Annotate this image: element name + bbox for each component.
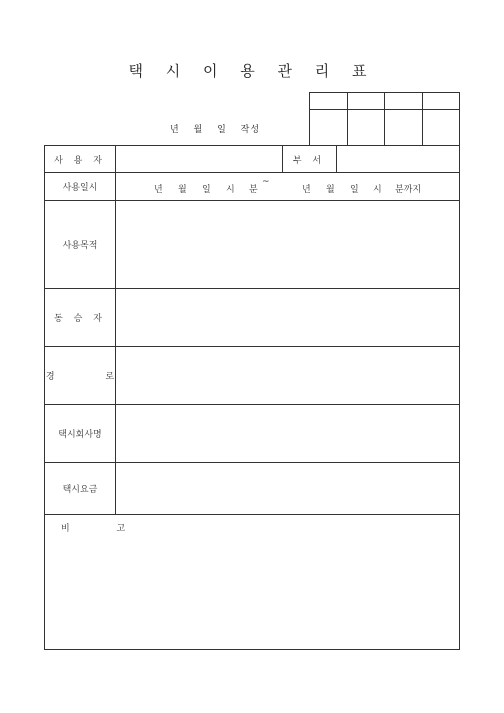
- start-minute: 분: [249, 185, 258, 195]
- usage-period-input[interactable]: [116, 173, 459, 200]
- approval-sign-cell[interactable]: [422, 110, 460, 146]
- approval-stamp-grid: [309, 92, 460, 146]
- taxi-fare-input[interactable]: [116, 463, 459, 514]
- user-input[interactable]: [116, 146, 282, 172]
- approval-sign-cell[interactable]: [347, 110, 385, 146]
- approval-sign-cell[interactable]: [385, 110, 423, 146]
- end-day: 일: [350, 185, 359, 195]
- taxi-usage-form: [44, 145, 460, 650]
- end-minute-until: 분까지: [395, 185, 422, 195]
- approval-header-cell: [422, 93, 460, 110]
- label-route: 경 로: [45, 347, 116, 404]
- row-companion: [45, 289, 459, 347]
- start-hour: 시: [226, 185, 235, 195]
- taxi-company-input[interactable]: [116, 405, 459, 462]
- label-companion: 동 승 자: [45, 289, 116, 346]
- approval-sign-cell[interactable]: [310, 110, 348, 146]
- row-taxi-fare: [45, 463, 459, 515]
- start-year: 년: [154, 185, 163, 195]
- route-input[interactable]: [116, 347, 459, 404]
- start-day: 일: [202, 185, 211, 195]
- purpose-input[interactable]: [116, 201, 459, 288]
- row-route: [45, 347, 459, 405]
- row-usage-datetime: [45, 173, 459, 201]
- row-user: [45, 146, 459, 173]
- label-usage-datetime: 사용일시: [45, 173, 116, 200]
- remarks-area[interactable]: [45, 515, 459, 649]
- row-taxi-company: [45, 405, 459, 463]
- end-month: 월: [326, 185, 335, 195]
- label-remarks: 비 고: [61, 524, 148, 534]
- approval-header-cell: [347, 93, 385, 110]
- companion-input[interactable]: [116, 289, 459, 346]
- department-input[interactable]: [337, 146, 459, 172]
- tilde: ~: [262, 177, 270, 187]
- row-purpose: [45, 201, 459, 289]
- written-date: 년 월 일 작성: [170, 125, 261, 135]
- approval-header-cell: [385, 93, 423, 110]
- label-taxi-fare: 택시요금: [45, 463, 116, 514]
- end-hour: 시: [373, 185, 382, 195]
- label-department: 부 서: [282, 146, 337, 172]
- label-purpose: 사용목적: [45, 201, 116, 288]
- form-title: 택 시 이 용 관 리 표: [128, 62, 376, 80]
- end-year: 년: [302, 185, 311, 195]
- approval-header-cell: [310, 93, 348, 110]
- label-taxi-company: 택시회사명: [45, 405, 116, 462]
- start-month: 월: [178, 185, 187, 195]
- label-user: 사 용 자: [45, 146, 116, 172]
